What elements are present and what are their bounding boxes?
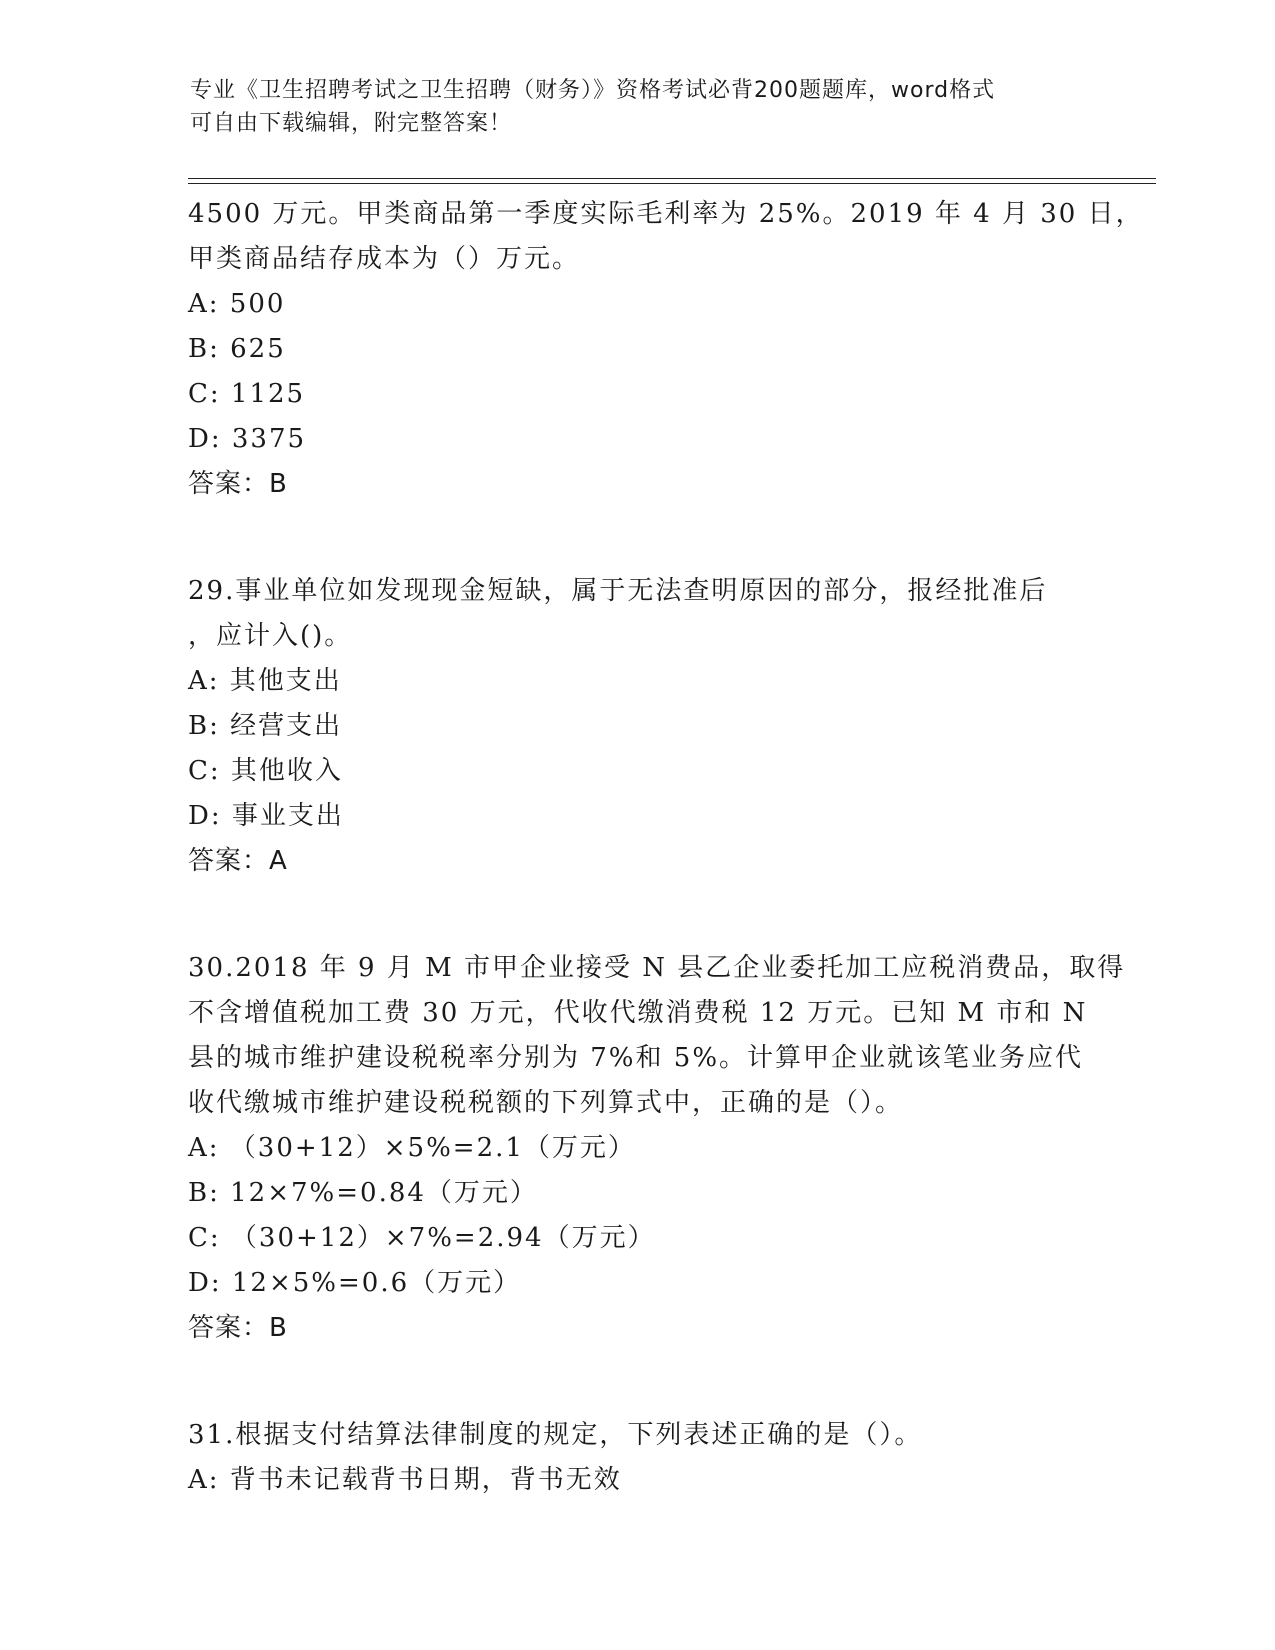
header-divider-top [188,178,1156,179]
answer-label: 答案：B [188,1313,288,1343]
question-stem-line: 4500 万元。甲类商品第一季度实际毛利率为 25%。2019 年 4 月 30 日， [188,199,1144,229]
question-stem-line: ，应计入()。 [188,621,353,651]
option-b: B: 经营支出 [188,711,343,741]
question-stem-line: 收代缴城市维护建设税税额的下列算式中，正确的是（）。 [188,1088,904,1118]
question-stem-line: 县的城市维护建设税税率分别为 7%和 5%。计算甲企业就该笔业务应代 [188,1043,1084,1073]
option-c: C: （30+12）×7%=2.94（万元） [188,1223,656,1253]
question-spacer [188,507,1088,569]
option-c: C: 1125 [188,379,306,409]
header-line-1: 专业《卫生招聘考试之卫生招聘（财务）》资格考试必背200题题库，word格式 [190,78,996,103]
question-29 [188,569,1088,884]
question-stem-line: 29.事业单位如发现现金短缺，属于无法查明原因的部分，报经批准后 [188,576,1048,606]
option-a: A: 背书未记载背书日期，背书无效 [188,1465,622,1495]
option-a: A: 其他支出 [188,666,342,696]
answer-label: 答案：B [188,469,288,499]
option-d: D: 12×5%=0.6（万元） [188,1268,522,1298]
question-stem-line: 不含增值税加工费 30 万元，代收代缴消费税 12 万元。已知 M 市和 N [188,998,1088,1028]
option-a: A: （30+12）×5%=2.1（万元） [188,1133,636,1163]
option-b: B: 625 [188,334,286,364]
option-c: C: 其他收入 [188,756,343,786]
option-a: A: 500 [188,289,286,319]
answer-label: 答案：A [188,846,288,876]
question-stem-line: 甲类商品结存成本为（）万元。 [188,244,581,274]
option-d: D: 3375 [188,424,307,454]
header-line-2: 可自由下载编辑，附完整答案！ [190,111,513,136]
question-30 [188,946,1126,1351]
option-d: D: 事业支出 [188,801,344,831]
question-stem-line: 30.2018 年 9 月 M 市甲企业接受 N 县乙企业委托加工应税消费品，取得 [188,953,1126,983]
header-divider-bottom [188,183,1156,184]
option-b: B: 12×7%=0.84（万元） [188,1178,538,1208]
document-header [190,74,1090,140]
question-stem-line: 31.根据支付结算法律制度的规定，下列表述正确的是（）。 [188,1420,923,1450]
question-31 [188,1413,1088,1503]
question-28 [188,192,1144,507]
question-spacer [188,884,1088,946]
question-list [188,192,1144,1503]
question-spacer [188,1351,1088,1413]
